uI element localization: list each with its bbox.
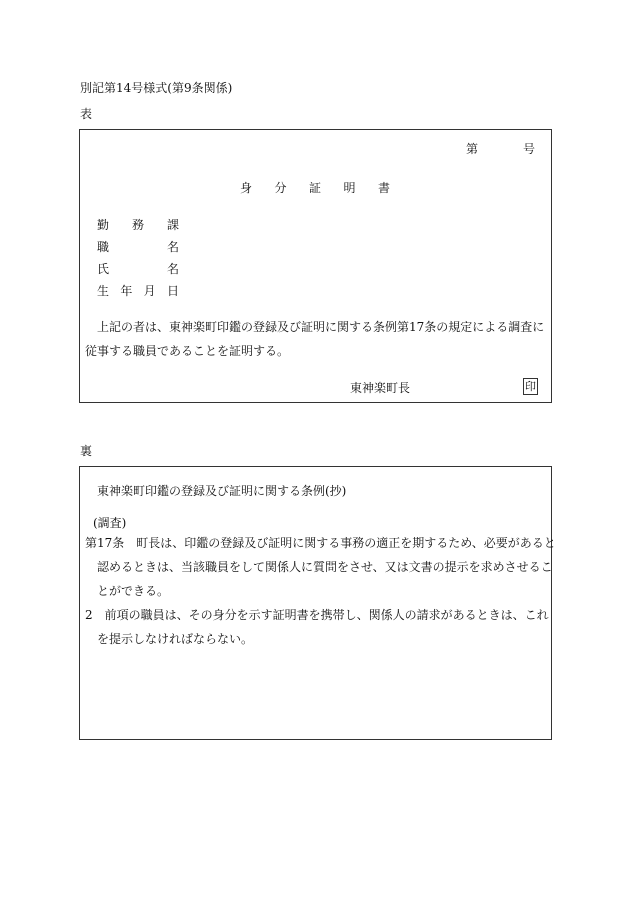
- title-char: 証: [308, 181, 321, 195]
- issuer: 東神楽町長: [350, 381, 411, 395]
- article-17: 第17条 町長は、印鑑の登録及び証明に関する事務の適正を期するため、必要があると認めるときは、当該職員をして関係人に質問をさせ、又は文書の提示を求めさせることができる。: [85, 536, 556, 598]
- form-title: 別記第14号様式(第9条関係): [80, 81, 233, 95]
- ordinance-title: 東神楽町印鑑の登録及び証明に関する条例(抄): [97, 484, 347, 498]
- certification-text: 上記の者は、東神楽町印鑑の登録及び証明に関する条例第17条の規定による調査に従事する職員であることを証明する。: [85, 320, 545, 358]
- back-card: [79, 466, 556, 740]
- field-char: 氏: [97, 262, 110, 276]
- front-label: 表: [80, 107, 93, 121]
- title-char: 書: [377, 181, 390, 195]
- title-char: 明: [343, 181, 356, 195]
- title-char: 身: [240, 181, 253, 195]
- article-17-paragraph-2: 2 前項の職員は、その身分を示す証明書を携帯し、関係人の請求があるときは、これを提示しなければならない。: [85, 608, 549, 646]
- field-name: [97, 260, 179, 277]
- field-birthdate: [97, 282, 179, 299]
- field-char: 日: [166, 284, 179, 298]
- seal-mark: 印: [525, 380, 536, 393]
- card-title: [240, 179, 390, 196]
- field-char: 月: [143, 284, 156, 298]
- field-char: 名: [166, 240, 179, 254]
- field-char: 務: [131, 218, 144, 232]
- field-char: 年: [120, 284, 133, 298]
- field-position: [97, 238, 179, 255]
- front-card: [79, 129, 552, 403]
- article-caption: (調査): [93, 516, 127, 530]
- number-dai: 第: [466, 142, 479, 156]
- number-go: 号: [523, 142, 536, 156]
- title-char: 分: [274, 181, 287, 195]
- field-char: 生: [97, 284, 110, 298]
- field-department: [97, 216, 179, 233]
- field-char: 名: [166, 262, 179, 276]
- field-char: 勤: [97, 218, 110, 232]
- field-char: 職: [97, 240, 110, 254]
- field-char: 課: [166, 218, 179, 232]
- back-label: 裏: [80, 444, 93, 458]
